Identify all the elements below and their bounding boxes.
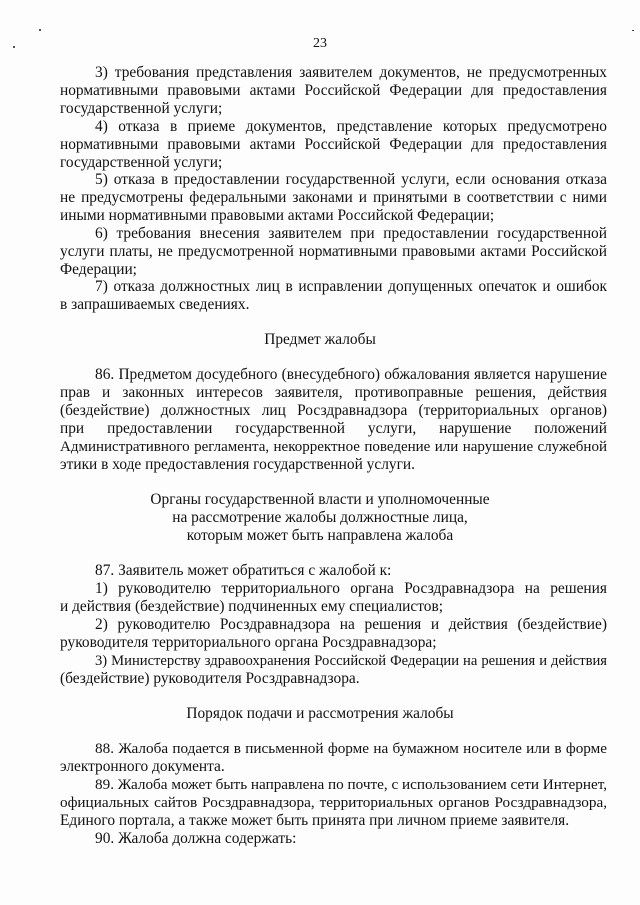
item-90-line: 90. Жалоба должна содержать:: [95, 830, 297, 847]
item-88-line: 88. Жалоба подается в письменной форме на бумажном носителе или в форме: [95, 740, 607, 757]
item-3-line: нормативными правовыми актами Российской Федерации для предоставления: [60, 82, 607, 99]
section-heading: Органы государственной власти и уполномоченные: [150, 491, 490, 508]
scan-speck: [632, 30, 634, 31]
item-87-3-line: (бездействие) руководителя Росздравнадзора.: [60, 670, 360, 687]
item-86-line: этики в ходе предоставления государственной услуги.: [60, 456, 415, 473]
item-87-2-line: руководителя территориального органа Росздравнадзора;: [60, 634, 437, 651]
item-3-line: государственной услуги;: [60, 100, 223, 117]
item-3-line: 3) требования представления заявителем документов, не предусмотренных: [95, 64, 607, 81]
item-6-line: Федерации;: [60, 261, 137, 278]
section-heading: Порядок подачи и рассмотрения жалобы: [186, 705, 454, 722]
item-4-line: государственной услуги;: [60, 154, 223, 171]
item-5-line: не предусмотрены федеральными законами и принятыми в соответствии с ними: [60, 189, 607, 206]
item-4-line: нормативными правовыми актами Российской Федерации для предоставления: [60, 136, 607, 153]
item-86-line: 86. Предметом досудебного (внесудебного) обжалования является нарушение: [95, 366, 607, 383]
item-6-line: 6) требования внесения заявителем при предоставлении государственной: [95, 225, 607, 242]
item-89-line: официальных сайтов Росздравнадзора, территориальных органов Росздравнадзора,: [60, 794, 607, 811]
section-heading: на рассмотрение жалобы должностные лица,: [172, 509, 468, 526]
item-88-line: электронного документа.: [60, 758, 225, 775]
item-7-line: в запрашиваемых сведениях.: [60, 296, 250, 313]
scan-speck: [39, 29, 41, 31]
item-5-line: иными нормативными правовыми актами Российской Федерации;: [60, 207, 495, 224]
item-89-line: Единого портала, а также может быть принята при личном приеме заявителя.: [60, 812, 570, 829]
item-86-line: прав и законных интересов заявителя, противоправные решения, действия: [60, 384, 607, 401]
item-87-3-line: 3) Министерству здравоохранения Российской Федерации на решения и действия: [95, 653, 607, 669]
section-heading: которым может быть направлена жалоба: [186, 527, 454, 544]
item-89-line: 89. Жалоба может быть направлена по почте, с использованием сети Интернет,: [95, 776, 607, 793]
item-7-line: 7) отказа должностных лиц в исправлении допущенных опечаток и ошибок: [95, 278, 607, 295]
item-87-1-line: 1) руководителю территориального органа Росздравнадзора на решения: [95, 580, 607, 597]
item-87-1-line: и действия (бездействие) подчиненных ему специалистов;: [60, 598, 443, 615]
item-4-line: 4) отказа в приеме документов, представление которых предусмотрено: [95, 118, 607, 135]
item-86-line: при предоставлении государственной услуги, нарушение положений: [60, 420, 607, 437]
item-87-2-line: 2) руководителю Росздравнадзора на решения и действия (бездействие): [95, 616, 607, 633]
section-heading: Предмет жалобы: [264, 331, 376, 348]
item-6-line: услуги платы, не предусмотренной нормативными правовыми актами Российской: [60, 243, 607, 260]
item-5-line: 5) отказа в предоставлении государственной услуги, если основания отказа: [95, 171, 607, 188]
page-number: 23: [313, 36, 327, 51]
item-86-line: (бездействие) должностных лиц Росздравнадзора (территориальных органов): [60, 402, 607, 419]
item-86-line: Административного регламента, некорректное поведение или нарушение служебной: [60, 439, 607, 455]
item-87-line: 87. Заявитель может обратиться с жалобой к:: [95, 562, 392, 579]
